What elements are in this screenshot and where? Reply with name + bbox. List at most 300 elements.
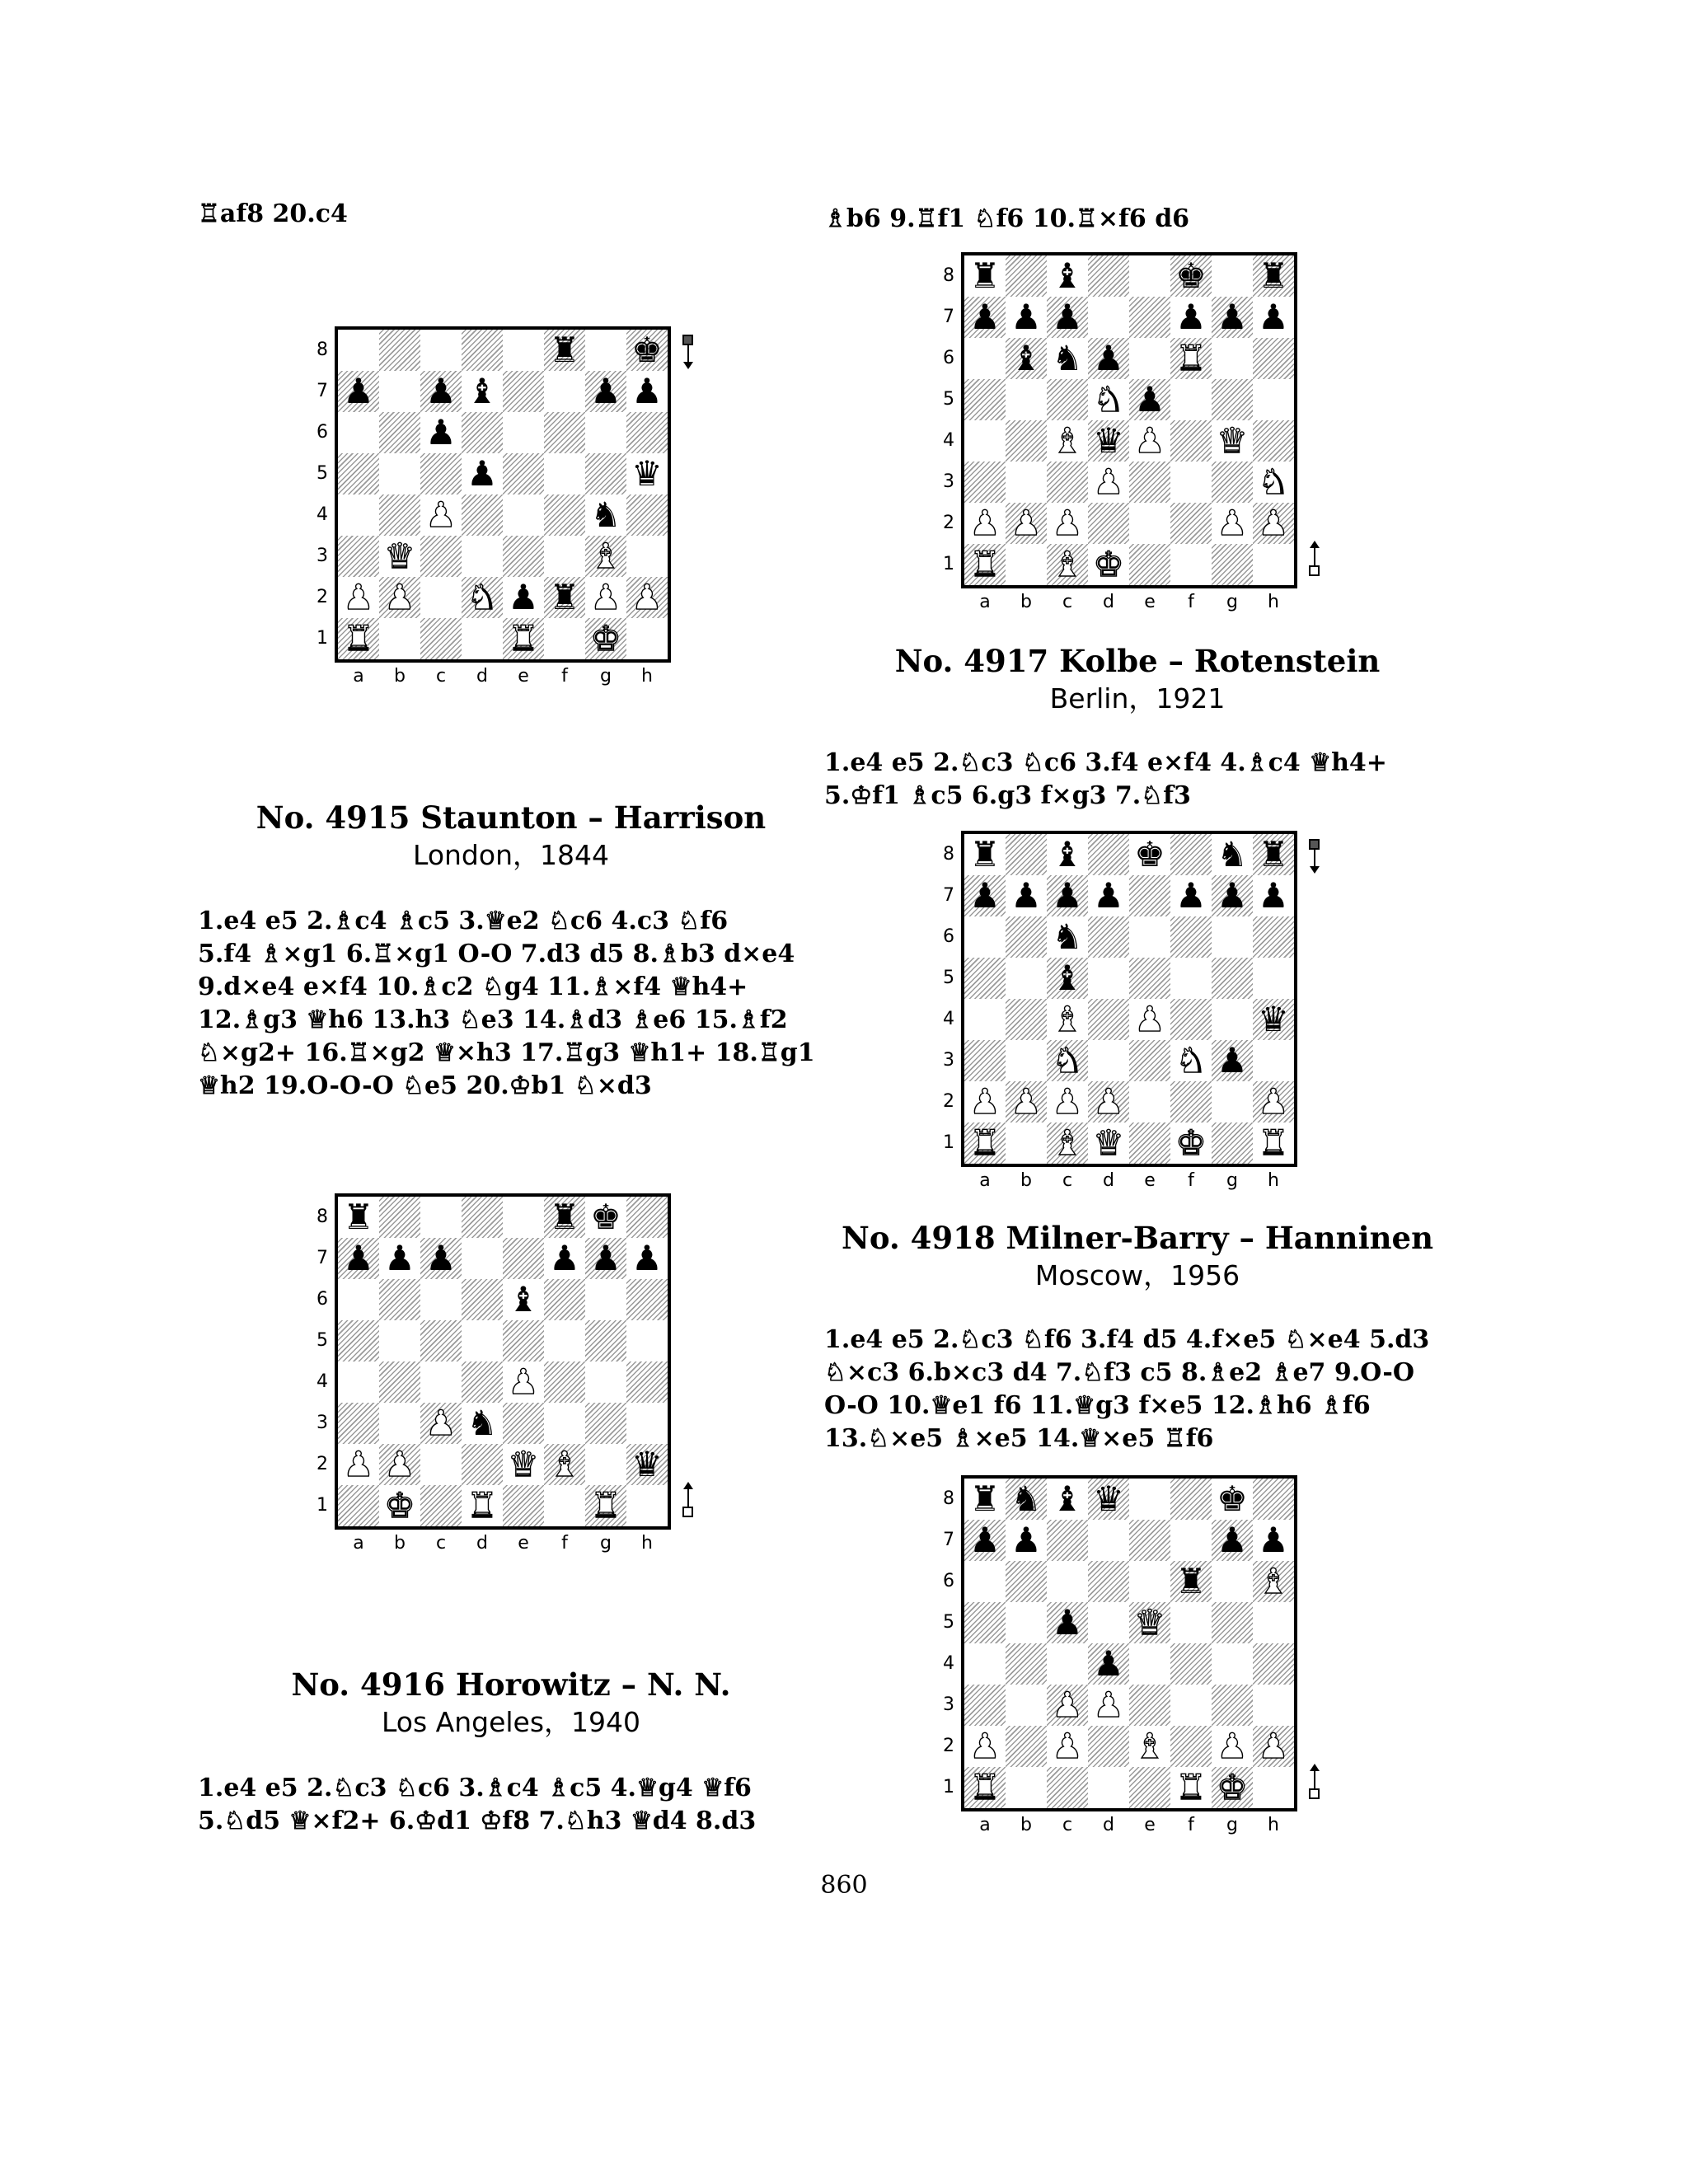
square-d2	[1088, 503, 1129, 544]
file-label: g	[1226, 1815, 1238, 1835]
black-pawn-icon: ♟	[1093, 875, 1124, 916]
black-pawn-icon: ♟	[467, 453, 498, 494]
rank-label: 7	[943, 307, 954, 327]
square-d7	[1088, 297, 1129, 338]
square-h4	[1253, 1643, 1294, 1685]
white-bishop-icon: ♝	[590, 536, 621, 576]
file-label: a	[979, 1170, 991, 1191]
black-queen-icon: ♛	[631, 453, 663, 494]
square-b8	[379, 1197, 420, 1238]
square-a2	[964, 503, 1006, 544]
game-title: No. 4917 Kolbe – Rotenstein	[894, 643, 1381, 679]
white-pawn-icon: ♟	[1093, 1081, 1124, 1122]
chess-board	[335, 326, 671, 663]
square-g1	[585, 618, 626, 659]
white-rook-icon: ♜	[467, 1485, 498, 1526]
white-bishop-icon: ♝	[549, 1444, 580, 1484]
square-a2	[338, 1444, 379, 1485]
file-label: d	[1103, 1815, 1114, 1835]
black-king-icon: ♚	[1175, 255, 1207, 296]
square-h1	[1253, 1122, 1294, 1164]
square-b7	[1006, 1520, 1047, 1561]
square-h1	[1253, 1767, 1294, 1808]
square-e5	[1129, 379, 1170, 420]
square-e1	[1129, 1122, 1170, 1164]
game-title: No. 4918 Milner-Barry – Hanninen	[842, 1220, 1433, 1256]
white-rook-icon: ♜	[343, 618, 374, 658]
square-g2	[1212, 1081, 1253, 1122]
square-a2	[338, 577, 379, 618]
rank-label: 8	[316, 1207, 328, 1227]
square-g6	[585, 412, 626, 453]
square-e1	[503, 1485, 544, 1526]
square-e2	[503, 577, 544, 618]
square-d2	[1088, 1726, 1129, 1767]
square-d8	[1088, 255, 1129, 297]
square-h5	[1253, 1602, 1294, 1643]
square-a4	[964, 420, 1006, 462]
game-moves-4917: 1.e4 e5 2.♘c3 ♘c6 3.f4 e×f4 4.♗c4 ♕h4+ 5.♔f1 ♗c5 6.g3 f×g3 7.♘f3	[824, 748, 1387, 810]
black-pawn-icon: ♟	[1175, 297, 1207, 337]
square-a8	[964, 834, 1006, 875]
white-pawn-icon: ♟	[425, 494, 457, 535]
black-knight-icon: ♞	[1010, 1479, 1042, 1519]
square-g7	[585, 371, 626, 412]
rank-label: 4	[316, 504, 328, 525]
white-rook-icon: ♜	[508, 618, 539, 658]
black-pawn-icon: ♟	[1010, 297, 1042, 337]
square-e2	[503, 1444, 544, 1485]
black-bishop-icon: ♝	[1052, 1479, 1083, 1519]
square-f3	[544, 1403, 585, 1444]
square-f8	[1170, 255, 1212, 297]
black-pawn-icon: ♟	[1134, 379, 1165, 419]
white-pawn-icon: ♟	[1052, 1685, 1083, 1725]
square-c4	[1047, 1643, 1088, 1685]
file-label: e	[1144, 1815, 1156, 1835]
square-d6	[1088, 1561, 1129, 1602]
square-c5	[1047, 1602, 1088, 1643]
square-e5	[503, 453, 544, 494]
square-b8	[1006, 834, 1047, 875]
square-e4	[1129, 999, 1170, 1040]
white-knight-icon: ♞	[1052, 1040, 1083, 1080]
square-b2	[1006, 1081, 1047, 1122]
square-e5	[1129, 958, 1170, 999]
game-heading-4915	[198, 798, 824, 874]
file-label: g	[1226, 1170, 1238, 1191]
square-c6	[1047, 1561, 1088, 1602]
square-h4	[1253, 420, 1294, 462]
square-d2	[1088, 1081, 1129, 1122]
square-b3	[1006, 1040, 1047, 1081]
square-h3	[626, 1403, 668, 1444]
square-h2	[626, 577, 668, 618]
square-g8	[1212, 1479, 1253, 1520]
rank-label: 5	[943, 968, 954, 988]
square-b7	[1006, 297, 1047, 338]
square-b8	[1006, 1479, 1047, 1520]
square-f8	[1170, 1479, 1212, 1520]
black-pawn-icon: ♟	[631, 371, 663, 411]
square-d4	[1088, 1643, 1129, 1685]
square-c1	[420, 618, 462, 659]
white-bishop-icon: ♝	[1258, 1561, 1289, 1601]
file-label: f	[561, 666, 568, 687]
square-e1	[1129, 1767, 1170, 1808]
square-g8	[585, 1197, 626, 1238]
square-g2	[585, 577, 626, 618]
square-h7	[1253, 297, 1294, 338]
square-d6	[1088, 338, 1129, 379]
file-label: d	[476, 666, 488, 687]
square-b3	[1006, 462, 1047, 503]
black-pawn-icon: ♟	[969, 1520, 1001, 1560]
black-pawn-icon: ♟	[1258, 875, 1289, 916]
square-c4	[420, 494, 462, 536]
white-pawn-icon: ♟	[590, 577, 621, 617]
square-g1	[1212, 544, 1253, 585]
square-b1	[379, 1485, 420, 1526]
square-e3	[503, 1403, 544, 1444]
square-f2	[1170, 503, 1212, 544]
square-b5	[1006, 1602, 1047, 1643]
black-rook-icon: ♜	[969, 834, 1001, 874]
square-a2	[964, 1726, 1006, 1767]
square-c8	[420, 1197, 462, 1238]
square-g5	[1212, 379, 1253, 420]
rank-label: 6	[943, 348, 954, 368]
square-c8	[420, 330, 462, 371]
black-pawn-icon: ♟	[1217, 1520, 1248, 1560]
black-bishop-icon: ♝	[1052, 255, 1083, 296]
square-a7	[964, 1520, 1006, 1561]
file-label: a	[353, 666, 364, 687]
square-f5	[1170, 379, 1212, 420]
square-b2	[1006, 1726, 1047, 1767]
square-h7	[626, 1238, 668, 1279]
game-moves-4915: 1.e4 e5 2.♗c4 ♗c5 3.♕e2 ♘c6 4.c3 ♘f6 5.f4 ♗×g1 6.♖×g1 O-O 7.d3 d5 8.♗b3 d×e4 9.d×e4 e×f4 10.♗c2 ♘g4 11.♗×f4 ♕h4+ 12.♗g3 ♕h6 13.h3 ♘e3 14.♗d3 ♗e6 15.♗f2 ♘×g2+ 16.♖×g2 ♕×h3 17.♖g3 ♕h1+ 18.♖g1 ♕h2 19.O-O-O ♘e5 20.♔b1 ♘×d3	[198, 907, 815, 1100]
square-e8	[1129, 1479, 1170, 1520]
square-b5	[379, 1320, 420, 1361]
square-g6	[1212, 1561, 1253, 1602]
rank-label: 8	[316, 340, 328, 360]
white-queen-icon: ♛	[1134, 1602, 1165, 1643]
square-d5	[1088, 958, 1129, 999]
square-f2	[1170, 1726, 1212, 1767]
black-knight-icon: ♞	[590, 494, 621, 535]
square-g8	[1212, 834, 1253, 875]
square-a8	[338, 1197, 379, 1238]
square-e5	[1129, 1602, 1170, 1643]
game-heading-4917	[824, 641, 1451, 717]
black-pawn-icon: ♟	[1052, 875, 1083, 916]
file-label: c	[435, 666, 447, 687]
rank-label: 5	[316, 463, 328, 484]
game-title: No. 4916 Horowitz – N. N.	[291, 1666, 731, 1703]
square-a8	[964, 1479, 1006, 1520]
square-g6	[1212, 916, 1253, 958]
white-bishop-icon: ♝	[1052, 1122, 1083, 1163]
file-label: d	[476, 1533, 488, 1554]
square-f1	[544, 618, 585, 659]
square-b4	[1006, 1643, 1047, 1685]
square-f4	[1170, 1643, 1212, 1685]
square-a6	[964, 1561, 1006, 1602]
black-queen-icon: ♛	[1258, 999, 1289, 1039]
square-h1	[1253, 544, 1294, 585]
white-queen-icon: ♛	[1093, 1122, 1124, 1163]
square-d5	[462, 1320, 503, 1361]
rank-label: 2	[943, 1736, 954, 1756]
square-h2	[626, 1444, 668, 1485]
white-pawn-icon: ♟	[969, 503, 1001, 543]
square-g7	[1212, 1520, 1253, 1561]
chess-board	[961, 831, 1297, 1167]
square-d1	[1088, 1122, 1129, 1164]
square-c6	[1047, 916, 1088, 958]
white-pawn-icon: ♟	[631, 577, 663, 617]
square-f8	[544, 330, 585, 371]
white-pawn-icon: ♟	[425, 1403, 457, 1443]
square-e4	[503, 1361, 544, 1403]
square-h8	[1253, 1479, 1294, 1520]
square-b2	[1006, 503, 1047, 544]
white-pawn-icon: ♟	[1052, 503, 1083, 543]
square-f4	[1170, 999, 1212, 1040]
square-a3	[964, 1040, 1006, 1081]
square-g1	[585, 1485, 626, 1526]
black-pawn-icon: ♟	[1217, 1040, 1248, 1080]
square-h8	[626, 330, 668, 371]
white-rook-icon: ♜	[969, 1767, 1001, 1807]
square-g5	[1212, 958, 1253, 999]
square-c6	[420, 412, 462, 453]
rank-label: 4	[316, 1371, 328, 1392]
square-e6	[1129, 338, 1170, 379]
white-king-icon: ♚	[384, 1485, 415, 1526]
file-label: b	[1020, 592, 1032, 612]
black-pawn-icon: ♟	[631, 1238, 663, 1278]
square-c7	[1047, 1520, 1088, 1561]
black-pawn-icon: ♟	[1217, 875, 1248, 916]
square-h5	[626, 453, 668, 494]
black-king-icon: ♚	[1217, 1479, 1248, 1519]
black-rook-icon: ♜	[549, 330, 580, 370]
rank-label: 8	[943, 1488, 954, 1509]
white-knight-icon: ♞	[1093, 379, 1124, 419]
square-a4	[964, 1643, 1006, 1685]
square-a5	[964, 1602, 1006, 1643]
square-a6	[964, 338, 1006, 379]
square-e5	[503, 1320, 544, 1361]
file-label: f	[1188, 1170, 1194, 1191]
square-f7	[544, 371, 585, 412]
square-c4	[1047, 999, 1088, 1040]
square-e3	[1129, 462, 1170, 503]
square-a1	[338, 618, 379, 659]
square-b4	[1006, 420, 1047, 462]
game-heading-4918	[824, 1218, 1451, 1294]
black-rook-icon: ♜	[1258, 255, 1289, 296]
square-g2	[1212, 503, 1253, 544]
black-rook-icon: ♜	[969, 255, 1001, 296]
square-d3	[1088, 1040, 1129, 1081]
rank-label: 2	[316, 587, 328, 607]
square-d1	[462, 618, 503, 659]
square-d4	[462, 1361, 503, 1403]
rank-label: 1	[943, 1777, 954, 1797]
rank-label: 1	[316, 1495, 328, 1516]
square-e8	[503, 330, 544, 371]
square-f1	[1170, 544, 1212, 585]
square-f5	[1170, 1602, 1212, 1643]
square-d1	[462, 1485, 503, 1526]
white-pawn-icon: ♟	[1010, 1081, 1042, 1122]
square-f7	[1170, 875, 1212, 916]
white-bishop-icon: ♝	[1134, 1726, 1165, 1766]
square-b8	[379, 330, 420, 371]
black-rook-icon: ♜	[549, 1197, 580, 1237]
square-e7	[1129, 875, 1170, 916]
black-pawn-icon: ♟	[425, 371, 457, 411]
file-label: c	[435, 1533, 447, 1554]
square-g2	[1212, 1726, 1253, 1767]
square-b3	[379, 1403, 420, 1444]
square-f4	[544, 494, 585, 536]
square-f4	[1170, 420, 1212, 462]
white-pawn-icon: ♟	[1258, 1081, 1289, 1122]
file-label: h	[641, 666, 653, 687]
square-h2	[1253, 1726, 1294, 1767]
square-d2	[462, 1444, 503, 1485]
white-pawn-icon: ♟	[1093, 1685, 1124, 1725]
rank-label: 6	[943, 1571, 954, 1591]
square-b4	[379, 1361, 420, 1403]
square-b8	[1006, 255, 1047, 297]
file-label: f	[561, 1533, 568, 1554]
square-g6	[1212, 338, 1253, 379]
file-label: f	[1188, 592, 1194, 612]
square-h5	[1253, 958, 1294, 999]
black-knight-icon: ♞	[467, 1403, 498, 1443]
square-f2	[544, 1444, 585, 1485]
black-king-icon: ♚	[631, 330, 663, 370]
square-b6	[1006, 1561, 1047, 1602]
square-f6	[1170, 1561, 1212, 1602]
square-g1	[1212, 1767, 1253, 1808]
file-label: c	[1062, 592, 1073, 612]
square-c5	[420, 453, 462, 494]
square-g8	[1212, 255, 1253, 297]
white-pawn-icon: ♟	[969, 1726, 1001, 1766]
file-label: e	[518, 666, 529, 687]
game-place: London，1844	[413, 839, 609, 871]
white-pawn-icon: ♟	[508, 1361, 539, 1402]
square-d6	[462, 412, 503, 453]
white-pawn-icon: ♟	[969, 1081, 1001, 1122]
file-label: c	[1062, 1815, 1073, 1835]
file-label: b	[1020, 1170, 1032, 1191]
white-knight-icon: ♞	[1175, 1040, 1207, 1080]
square-c1	[1047, 1122, 1088, 1164]
square-f3	[544, 536, 585, 577]
white-rook-icon: ♜	[969, 544, 1001, 584]
rank-label: 1	[316, 628, 328, 649]
rank-label: 5	[943, 389, 954, 410]
square-d4	[462, 494, 503, 536]
rank-label: 8	[943, 265, 954, 286]
square-h1	[626, 618, 668, 659]
white-pawn-icon: ♟	[384, 1444, 415, 1484]
square-a4	[964, 999, 1006, 1040]
square-a8	[964, 255, 1006, 297]
square-h1	[626, 1485, 668, 1526]
square-a3	[338, 1403, 379, 1444]
square-c5	[1047, 379, 1088, 420]
white-pawn-icon: ♟	[1134, 999, 1165, 1039]
square-h4	[626, 1361, 668, 1403]
page-number: 860	[820, 1871, 868, 1900]
square-a7	[964, 297, 1006, 338]
white-bishop-icon: ♝	[1052, 420, 1083, 461]
square-g7	[1212, 875, 1253, 916]
square-d7	[462, 1238, 503, 1279]
square-a4	[338, 1361, 379, 1403]
square-b2	[379, 577, 420, 618]
file-label: g	[600, 1533, 612, 1554]
rank-label: 3	[316, 1413, 328, 1433]
black-pawn-icon: ♟	[508, 577, 539, 617]
square-f5	[544, 1320, 585, 1361]
file-label: h	[641, 1533, 653, 1554]
square-b5	[1006, 379, 1047, 420]
square-c8	[1047, 255, 1088, 297]
square-h6	[626, 1279, 668, 1320]
square-e3	[1129, 1040, 1170, 1081]
black-queen-icon: ♛	[1093, 1479, 1124, 1519]
square-c7	[420, 1238, 462, 1279]
square-b7	[379, 371, 420, 412]
black-pawn-icon: ♟	[1010, 875, 1042, 916]
black-rook-icon: ♜	[1258, 834, 1289, 874]
black-pawn-icon: ♟	[1010, 1520, 1042, 1560]
square-e6	[503, 1279, 544, 1320]
rank-label: 7	[316, 381, 328, 401]
square-c4	[420, 1361, 462, 1403]
square-b6	[379, 412, 420, 453]
square-c7	[1047, 875, 1088, 916]
square-e7	[1129, 297, 1170, 338]
black-pawn-icon: ♟	[343, 1238, 374, 1278]
black-pawn-icon: ♟	[969, 297, 1001, 337]
square-c3	[1047, 1685, 1088, 1726]
square-h8	[1253, 255, 1294, 297]
white-rook-icon: ♜	[590, 1485, 621, 1526]
square-a1	[964, 544, 1006, 585]
square-g2	[585, 1444, 626, 1485]
black-king-icon: ♚	[590, 1197, 621, 1237]
square-a1	[964, 1122, 1006, 1164]
square-b5	[379, 453, 420, 494]
square-h7	[1253, 875, 1294, 916]
square-c3	[420, 536, 462, 577]
black-pawn-icon: ♟	[1258, 297, 1289, 337]
black-pawn-icon: ♟	[1093, 1643, 1124, 1684]
file-label: b	[1020, 1815, 1032, 1835]
square-f1	[544, 1485, 585, 1526]
square-f5	[544, 453, 585, 494]
